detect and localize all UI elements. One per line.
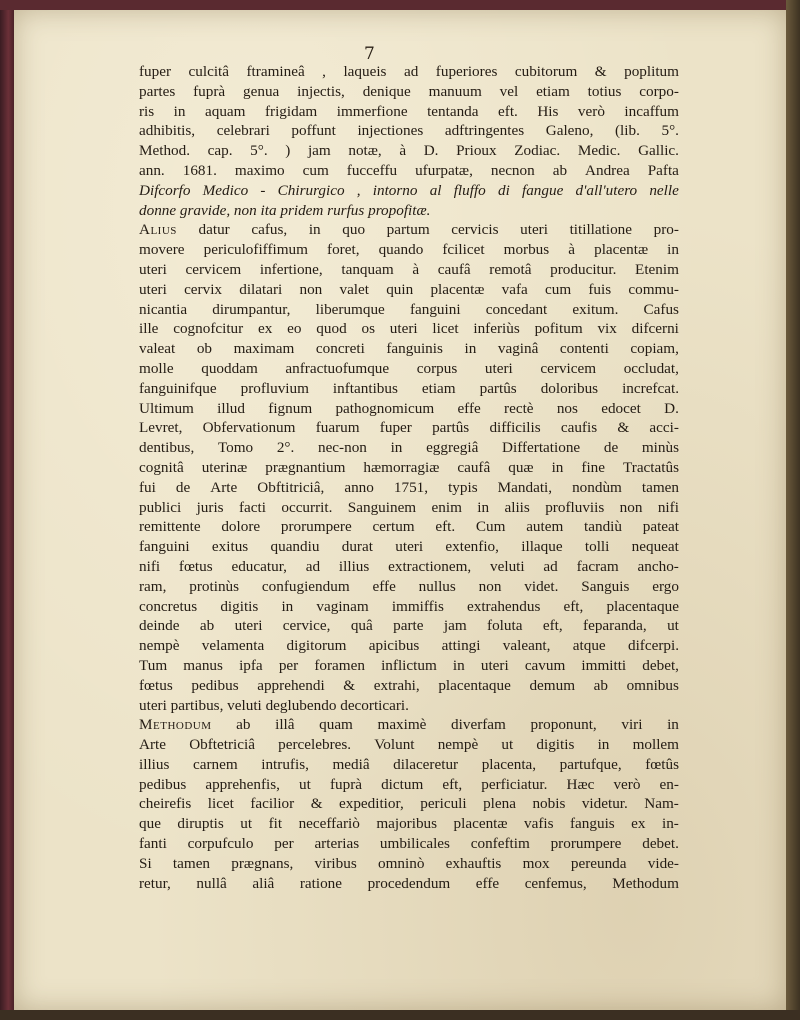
- text-line: illius carnem intrufis, mediâ dilaceretur placenta, partufque, fœtûs: [139, 755, 679, 773]
- text-line: uteri partibus, veluti deglubendo decorticari.: [139, 696, 409, 714]
- text-line: fuper culcitâ ftramineâ , laqueis ad fuperiores cubitorum & poplitum: [139, 63, 679, 80]
- text-line: uteri cervicem infertione, tanquam à caufâ remotâ producitur. Etenim: [139, 260, 679, 278]
- text-line: Methodum ab illâ quam maximè diverfam proponunt, viri in: [139, 716, 679, 734]
- text-line: remittente dolore prorumpere certum eft. Cum autem tandiù pateat: [139, 518, 679, 536]
- text-line: nifi fœtus educatur, ad illius extractionem, veluti ad facram ancho-: [139, 557, 679, 575]
- text-line: Tum manus ipfa per foramen inflictum in uteri cavum immitti debet,: [139, 656, 679, 674]
- text-line: Si tamen prægnans, viribus omninò exhauftis mox pereunda vide-: [139, 854, 679, 872]
- text-line: uteri cervix dilatari non valet quin placentæ vafa cum fuis commu-: [139, 280, 679, 298]
- text-line: fui de Arte Obftitriciâ, anno 1751, typis Mandati, nondùm tamen: [139, 478, 679, 496]
- text-line: donne gravide, non ita pridem rurfus propofitæ.: [139, 201, 431, 219]
- text-line: ille cognofcitur ex eo quod os uteri licet inferiùs pofitum vix difcerni: [139, 320, 679, 338]
- text-line: cheirefis licet facilior & expeditior, periculi plena nobis videtur. Nam-: [139, 795, 679, 813]
- text-line: pedibus apprehenfis, ut fuprà dictum eft, perficiatur. Hæc verò en-: [139, 775, 679, 793]
- body-text: [139, 62, 679, 893]
- text-line: fanti corpufculo per arterias umbilicales confeftim prorumpere debet.: [139, 835, 679, 853]
- text-line: Method. cap. 5°. ) jam notæ, à D. Prioux Zodiac. Medic. Gallic.: [139, 142, 679, 160]
- text-line: Alius datur cafus, in quo partum cervicis uteri titillatione pro-: [139, 221, 679, 239]
- text-line: molle quoddam anfractuofumque corpus uteri cervicem occludat,: [139, 359, 679, 377]
- page-number: 7: [364, 44, 375, 64]
- text-line: fanguinifque profluvium inftantibus etiam partûs doloribus increfcat.: [139, 379, 679, 397]
- text-line: concretus digitis in vaginam immiffis extrahendus eft, placentaque: [139, 597, 679, 615]
- text-line: nicantia dirumpantur, liberumque fanguini concedant exitum. Cafus: [139, 300, 679, 318]
- text-line: partes fuprà genua injectis, denique manuum vel etiam totius corpo-: [139, 82, 679, 100]
- text-line: fœtus pedibus apprehendi & extrahi, placentaque demum ab omnibus: [139, 676, 679, 694]
- text-line: ris in aquam frigidam immerfione tentanda eft. His verò incaffum: [139, 102, 679, 120]
- text-line: nempè velamenta digitorum apicibus attingi valeant, atque difcerpi.: [139, 637, 679, 655]
- text-line: ram, protinùs confugiendum effe nullus non videt. Sanguis ergo: [139, 577, 679, 595]
- text-line: publici juris facti occurrit. Sanguinem enim in aliis profluviis non nifi: [139, 498, 679, 516]
- right-page-edge: [786, 0, 800, 1020]
- text-line: ann. 1681. maximo cum fucceffu ufurpatæ, necnon ab Andrea Pafta: [139, 161, 679, 179]
- book-spine-edge: [0, 0, 14, 1020]
- text-line: Ultimum illud fignum pathognomicum effe rectè nos edocet D.: [139, 399, 679, 417]
- text-line: valeat ob maximam concreti fanguinis in vaginâ contenti copiam,: [139, 340, 679, 358]
- text-line: movere periculofiffimum foret, quando fcilicet morbus à placentæ in: [139, 241, 679, 259]
- text-line: adhibitis, celebrari poffunt injectiones adftringentes Galeno, (lib. 5°.: [139, 122, 679, 140]
- text-line: Levret, Obfervationum fuarum fuper partûs difficilis caufis & acci-: [139, 419, 679, 437]
- text-line: dentibus, Tomo 2°. nec-non in eggregiâ Differtatione de minùs: [139, 439, 679, 457]
- bottom-border: [0, 1010, 800, 1020]
- text-line: deinde ab uteri cervice, quâ parte jam foluta eft, feparanda, ut: [139, 617, 679, 635]
- top-border: [0, 0, 800, 10]
- text-line: fanguini exitus quandiu durat uteri extenfio, illaque tolli nequeat: [139, 538, 679, 556]
- text-line: Arte Obftetriciâ percelebres. Volunt nempè ut digitis in mollem: [139, 736, 679, 754]
- text-line: cognitâ uterinæ prægnantium hæmorragiæ caufâ quæ in fine Tractatûs: [139, 458, 679, 476]
- text-line: que diruptis ut fit neceffariò majoribus placentæ vafis fanguis ex in-: [139, 815, 679, 833]
- text-line: Difcorfo Medico - Chirurgico , intorno al fluffo di fangue d'all'utero nelle: [139, 181, 679, 199]
- text-line: retur, nullâ aliâ ratione procedendum effe cenfemus, Methodum: [139, 874, 679, 892]
